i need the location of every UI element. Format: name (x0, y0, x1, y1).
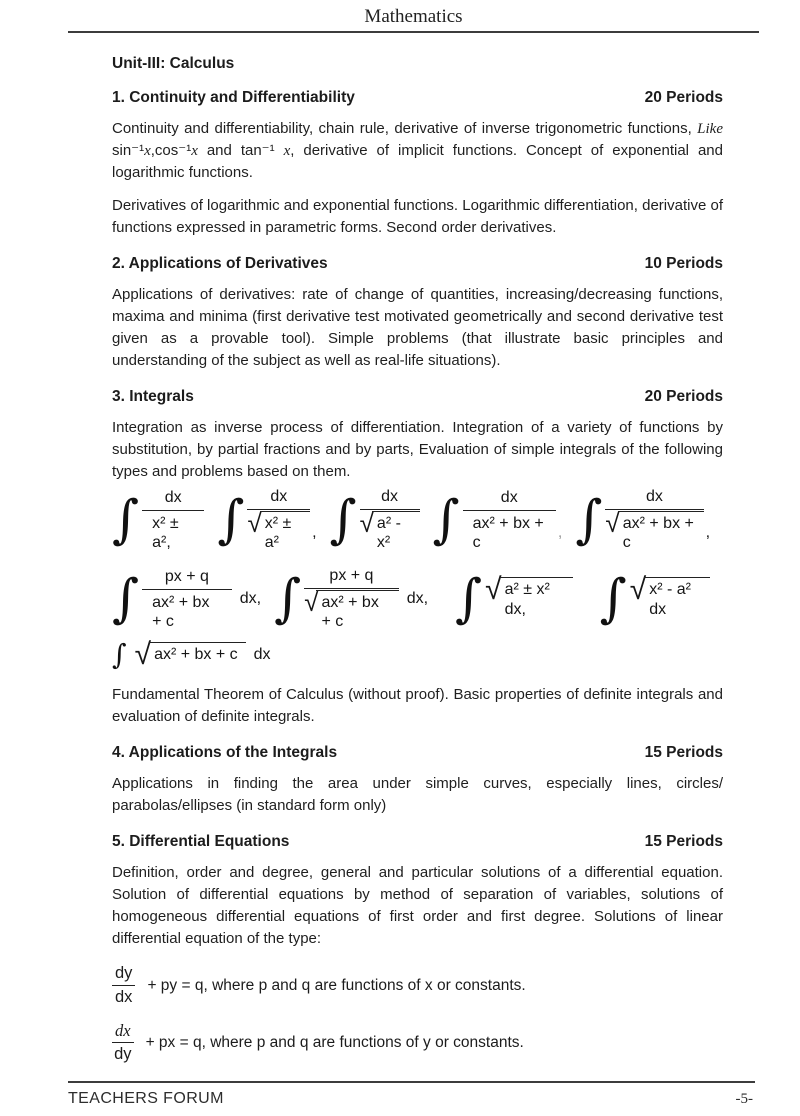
radical-content: ax² + bx + c (316, 590, 398, 631)
section-1-paragraph-2: Derivatives of logarithmic and exponential functions. Logarithmic differentiation, derivative of functions expressed in parametric forms. Second order derivatives. (112, 197, 723, 236)
radical-sign: √ (359, 508, 374, 538)
integral-sign: ∫ (274, 568, 302, 629)
paragraph-segment: and tan⁻¹ (197, 142, 284, 159)
equation-text: + px = q, where p and q are functions of y or constants. (145, 1033, 524, 1051)
integral-formula-row-2 (112, 566, 723, 631)
footer-page-number: -5- (735, 1091, 753, 1107)
section-5-periods: 15 Periods (644, 833, 723, 850)
radical-sign: √ (629, 573, 647, 606)
formula-trail: , (557, 523, 563, 541)
section-3-heading: 3. Integrals (112, 388, 194, 405)
fraction (142, 488, 204, 552)
math-variable-x: x (144, 143, 151, 159)
radical-content: ax² + bx + c (618, 511, 704, 552)
fraction (142, 567, 232, 631)
integral-formula-row-3 (112, 637, 723, 673)
fraction-denominator-sqrt (304, 588, 399, 631)
math-variable-x: x (191, 143, 198, 159)
integral-sign: ∫ (455, 568, 483, 629)
page-header (68, 6, 759, 28)
unit-title: Unit-III: Calculus (112, 55, 235, 72)
differential-equation-1 (112, 964, 723, 1007)
fraction (304, 566, 399, 631)
section-1-periods: 20 Periods (644, 89, 723, 106)
fraction-numerator: px + q (164, 567, 209, 585)
fraction (360, 487, 420, 552)
fraction-denominator: ax² + bx + c (142, 589, 232, 631)
radical-sign: √ (247, 508, 262, 538)
radical-content: a² ± x² dx, (500, 577, 573, 620)
integral-formula (274, 566, 428, 631)
section-5-heading-row (112, 833, 723, 851)
paragraph-segment: ,cos⁻¹ (150, 142, 192, 159)
paragraph-segment-italic: Like (697, 121, 723, 137)
fraction-denominator: ax² + bx + c (463, 510, 556, 552)
paragraph-segment: sin⁻¹ (112, 142, 145, 159)
radical-content: x² ± a² (260, 511, 310, 552)
section-3-heading-row (112, 388, 723, 406)
differential-equation-2 (112, 1021, 723, 1064)
page-content (0, 33, 800, 1064)
footer-publisher: TEACHERS FORUM (68, 1090, 224, 1107)
fraction-numerator: dx (164, 488, 182, 506)
integral-formula (433, 488, 563, 552)
paragraph-segment: Continuity and differentiability, chain rule, derivative of inverse trigonometric functions, (112, 120, 698, 137)
integral-sign: ∫ (217, 489, 245, 550)
fraction (605, 487, 703, 552)
page-footer (0, 1081, 800, 1108)
radical-sign: √ (485, 573, 502, 606)
fraction-denominator-sqrt (605, 509, 703, 552)
section-4-periods: 15 Periods (644, 744, 723, 761)
fraction-numerator: dx (270, 488, 288, 505)
footer-row (0, 1083, 800, 1108)
section-4-heading: 4. Applications of the Integrals (112, 744, 338, 761)
fraction-denominator: dx (115, 988, 133, 1006)
integral-formula (112, 488, 204, 552)
section-2-heading: 2. Applications of Derivatives (112, 255, 328, 272)
radical-content: a² - x² (372, 511, 420, 552)
radical-sign: √ (134, 638, 152, 671)
paragraph-segment: , derivative of implicit functions. Concept of exponential and logarithmic functions. (112, 142, 723, 181)
fraction-denominator-sqrt (247, 509, 310, 552)
section-5-paragraph: Definition, order and degree, general and particular solutions of a differential equation. Solution of differential equations by method of separation of variables, solutions of homogeneous differential equations of first order and first degree. Solutions of linear differential equation of the type: (112, 864, 723, 947)
integral-formula (112, 637, 271, 673)
square-root-expression (485, 573, 573, 620)
fraction-numerator: px + q (329, 567, 374, 584)
integral-formula (217, 487, 316, 552)
integral-formula (330, 487, 420, 552)
formula-trail: dx, (406, 589, 429, 607)
integral-sign: ∫ (112, 489, 140, 550)
fraction (247, 487, 310, 552)
fraction (463, 488, 556, 552)
radical-content: ax² + bx + c (149, 642, 246, 665)
fraction-numerator: dx (381, 488, 399, 505)
section-2-heading-row (112, 255, 723, 273)
derivative-fraction (112, 964, 135, 1007)
section-1-paragraph-1 (112, 118, 723, 184)
fraction-denominator-sqrt (360, 509, 420, 552)
integral-sign: ∫ (432, 489, 460, 550)
fraction-denominator: x² ± a², (142, 510, 204, 552)
section-4-paragraph: Applications in finding the area under simple curves, especially lines, circles/ parabolas/ellipses (in standard form only) (112, 775, 723, 814)
integral-formula (112, 567, 261, 631)
fraction-numerator: dx (112, 1021, 134, 1043)
section-1-heading: 1. Continuity and Differentiability (112, 89, 355, 106)
integral-sign: ∫ (112, 638, 127, 671)
radical-sign: √ (605, 508, 620, 538)
integral-formula-row-1 (112, 487, 723, 552)
fraction-numerator: dy (112, 964, 135, 986)
section-3-periods: 20 Periods (644, 388, 723, 405)
radical-sign: √ (304, 587, 319, 617)
integral-sign: ∫ (599, 568, 627, 629)
section-5-heading: 5. Differential Equations (112, 833, 290, 850)
integral-formula (575, 487, 710, 552)
section-1-heading-row (112, 89, 723, 107)
square-root-expression (134, 638, 246, 671)
fraction-numerator: dx (500, 488, 518, 506)
section-4-heading-row (112, 744, 723, 762)
equation-text: + py = q, where p and q are functions of x or constants. (147, 976, 526, 994)
integral-formula (600, 567, 710, 631)
square-root-expression (629, 573, 710, 620)
integral-sign: ∫ (112, 568, 140, 629)
math-variable-x: x (283, 143, 291, 159)
integral-sign: ∫ (575, 489, 603, 550)
radical-content: x² - a² dx (644, 577, 710, 620)
formula-trail: dx, (239, 589, 262, 607)
integral-sign: ∫ (329, 489, 357, 550)
integral-formula (455, 567, 573, 631)
formula-trail: dx (253, 646, 271, 663)
section-2-paragraph: Applications of derivatives: rate of change of quantities, increasing/decreasing functions, maxima and minima (first derivative test motivated geometrically and second derivative test given as a provable tool). Simple problems (that illustrate basic principles and understanding of the subject as well as real-life situations). (112, 286, 723, 369)
fraction-numerator: dx (646, 488, 663, 505)
section-3-paragraph: Integration as inverse process of differentiation. Integration of a variety of functions by substitution, by partial fractions and by parts, Evaluation of simple integrals of the following types and problems based on them. (112, 419, 723, 480)
derivative-fraction (112, 1021, 134, 1064)
page-header-title: Mathematics (364, 6, 463, 27)
formula-trail: , (705, 524, 711, 541)
formula-trail: , (312, 524, 317, 541)
fraction-denominator: dy (114, 1045, 132, 1063)
section-3-paragraph-after: Fundamental Theorem of Calculus (without proof). Basic properties of definite integrals and evaluation of definite integrals. (112, 686, 723, 725)
section-2-periods: 10 Periods (644, 255, 723, 272)
